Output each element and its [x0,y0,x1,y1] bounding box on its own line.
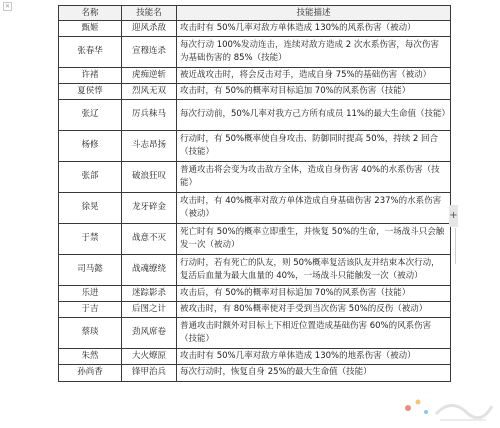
table-row [59,161,451,192]
table-row [59,254,451,285]
cell-name: 乐进 [59,285,122,301]
cell-name: 于禁 [59,223,122,254]
cell-description: 普通攻击时额外对目标上下相近位置造成基础伤害 60%的风系伤害（技能） [177,317,451,348]
table-row [59,348,451,364]
table-row [59,83,451,99]
cell-description: 死亡时有 50%的概率立即重生，并恢复 50%的生命，一场战斗只会触发一次（被动） [177,223,451,254]
cell-name: 蔡琰 [59,317,122,348]
table-row [59,301,451,317]
table-body [59,21,451,381]
cell-skill: 大火燎原 [122,348,177,364]
plus-icon[interactable]: + [449,205,458,227]
cell-skill: 厉兵秣马 [122,99,177,130]
cell-description: 每次行动 100%发动连击，连续对敌方造成 2 次水系伤害，每次伤害为基础伤害的 85%（技能） [177,36,451,67]
cell-name: 张郃 [59,161,122,192]
cell-skill: 锋甲治兵 [122,364,177,381]
cell-name: 许褚 [59,67,122,83]
cell-description: 攻击时，有 50%的概率对目标追加 70%的风系伤害（技能） [177,83,451,99]
table-row [59,130,451,161]
cell-skill: 后图之计 [122,301,177,317]
close-icon[interactable]: ✕ [4,3,11,10]
cell-description: 攻击时有 50%几率对敌方单体造成 130%的地系伤害（被动） [177,348,451,364]
cell-description: 每次行动时，恢复自身 25%的最大生命值（技能） [177,364,451,381]
cell-name: 甄姬 [59,21,122,36]
table-row [59,99,451,130]
cell-name: 朱然 [59,348,122,364]
cell-name: 于吉 [59,301,122,317]
cell-name: 孙尚香 [59,364,122,381]
cell-skill: 虎痴逆斩 [122,67,177,83]
table-row [59,21,451,36]
cell-description: 攻击后，有 50%的概率对目标追加 70%的风系伤害（技能） [177,285,451,301]
cell-skill: 斗志昂扬 [122,130,177,161]
cell-description: 行动时，有 50%概率使自身攻击、防御同时提高 50%，持续 2 回合（技能） [177,130,451,161]
cell-skill: 战意不灭 [122,223,177,254]
cell-skill: 迷踪影杀 [122,285,177,301]
cell-name: 张春华 [59,36,122,67]
cell-description: 攻击时有 50%几率对敌方单体造成 130%的风系伤害（被动） [177,21,451,36]
cell-skill: 破浪狂叹 [122,161,177,192]
skill-table [58,5,451,382]
table-row [59,285,451,301]
cell-name: 杨修 [59,130,122,161]
cell-description: 行动时，若有死亡的队友，则 50%概率复活该队友并结束本次行动，复活后血量为最大血量的 40%，一场战斗只能触发一次（被动） [177,254,451,285]
header-skill: 技能名 [122,6,177,21]
header-desc: 技能描述 [177,6,451,21]
cell-name: 徐晃 [59,192,122,223]
table-header-row [59,6,451,21]
cell-description: 被近战攻击时，将会反击对手，造成自身 75%的基础伤害（被动） [177,67,451,83]
table-row [59,36,451,67]
table-row [59,192,451,223]
cell-skill: 战魂缭绕 [122,254,177,285]
cell-name: 张辽 [59,99,122,130]
cell-skill: 烈风无双 [122,83,177,99]
cell-description: 每次行动前，50%几率对我方己方所有成员 11%的最大生命值（技能） [177,99,451,130]
cell-description: 被攻击时，有 80%概率使对手受到当次伤害 50%的反伤（被动） [177,301,451,317]
cell-skill: 宣穆连杀 [122,36,177,67]
table-row [59,67,451,83]
side-divider [455,228,456,264]
cell-description: 攻击时，有 40%概率对敌方单体造成自身基础伤害 237%的水系伤害（被动） [177,192,451,223]
cell-skill: 劲风席卷 [122,317,177,348]
cell-skill: 龙牙碎金 [122,192,177,223]
cell-description: 普通攻击将会变为攻击敌方全体，造成自身伤害 40%的水系伤害（技能） [177,161,451,192]
watermark-logo [396,392,496,426]
table-row [59,317,451,348]
table-row [59,223,451,254]
cell-name: 司马懿 [59,254,122,285]
table-row [59,364,451,381]
cell-skill: 迎风杀敌 [122,21,177,36]
cell-name: 夏侯惇 [59,83,122,99]
header-name: 名称 [59,6,122,21]
